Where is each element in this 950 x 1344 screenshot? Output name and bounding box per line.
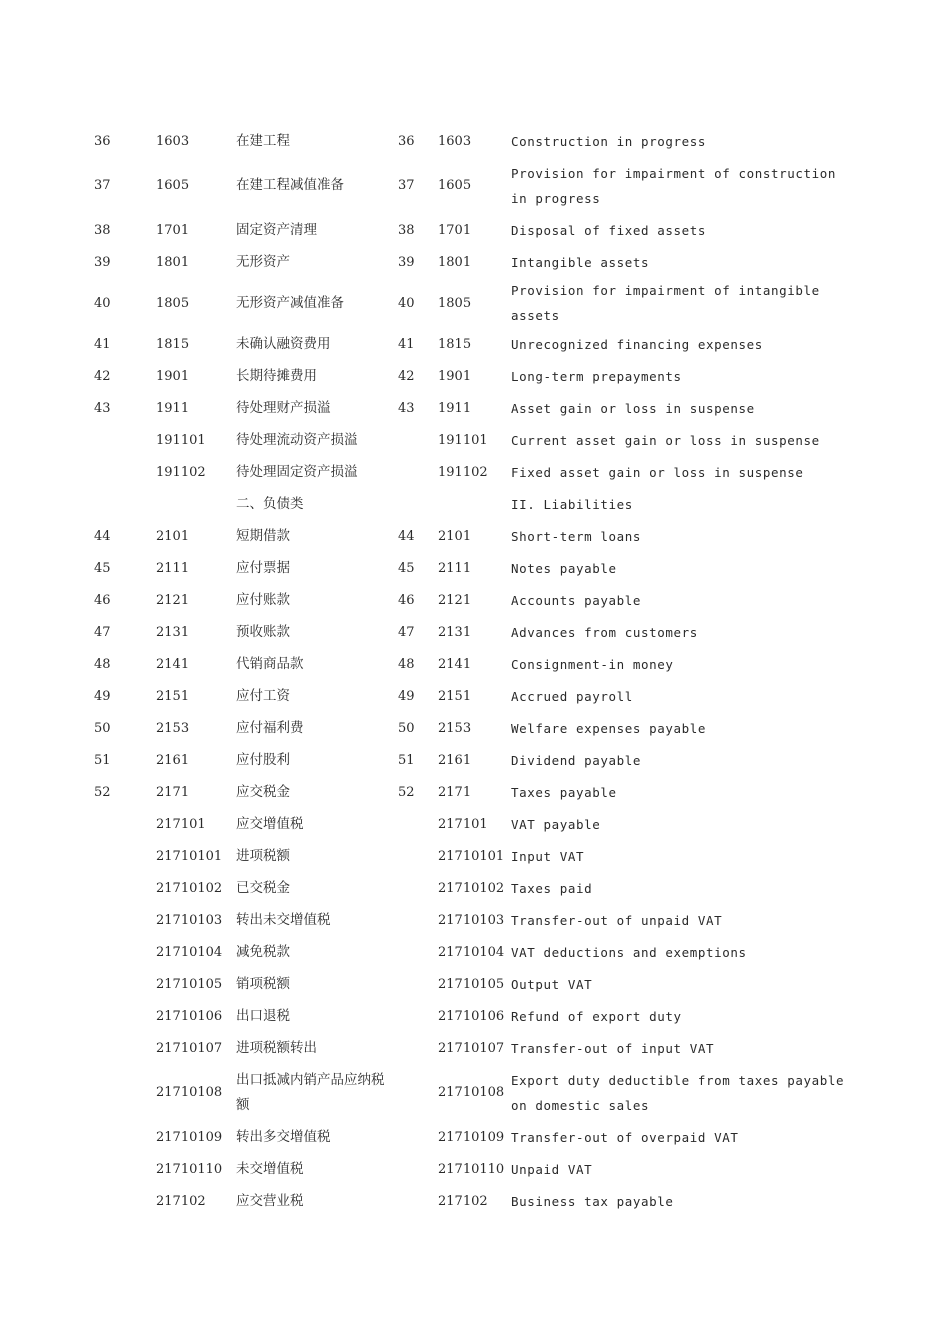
row-number-cn xyxy=(94,1032,156,1064)
row-number-en xyxy=(398,1032,438,1064)
account-name-en: Taxes payable xyxy=(511,784,617,800)
row-number-cn xyxy=(94,488,156,520)
account-name-en: Accrued payroll xyxy=(511,688,633,704)
account-name-cn: 转出多交增值税 xyxy=(236,1128,331,1145)
account-name-en: II. Liabilities xyxy=(511,496,633,512)
table-row xyxy=(94,424,854,456)
account-code-en: 191102 xyxy=(438,464,488,480)
account-code-cn: 21710106 xyxy=(156,1008,223,1024)
account-code-en: 1603 xyxy=(438,133,472,149)
account-name-en: Business tax payable xyxy=(511,1193,674,1209)
account-code-cn: 1701 xyxy=(156,222,190,238)
table-row xyxy=(94,328,854,360)
row-number-cn: 41 xyxy=(94,336,111,352)
account-code-en: 2161 xyxy=(438,752,472,768)
table-row xyxy=(94,1153,854,1185)
account-code-cn: 21710102 xyxy=(156,880,223,896)
account-name-cn: 未确认融资费用 xyxy=(236,335,331,352)
account-name-en: Asset gain or loss in suspense xyxy=(511,400,755,416)
account-name-cn: 转出未交增值税 xyxy=(236,911,331,928)
account-name-en: Transfer-out of input VAT xyxy=(511,1040,715,1056)
table-row xyxy=(94,488,854,520)
account-name-en: Provision for impairment of intangible assets xyxy=(511,283,820,323)
row-number-cn: 40 xyxy=(94,295,111,311)
table-row xyxy=(94,1121,854,1153)
row-number-cn xyxy=(94,872,156,904)
table-row xyxy=(94,648,854,680)
account-code-cn: 217102 xyxy=(156,1193,206,1209)
row-number-en: 45 xyxy=(398,560,415,576)
row-number-cn xyxy=(94,1000,156,1032)
account-code-cn: 1815 xyxy=(156,336,190,352)
account-name-cn: 应付福利费 xyxy=(236,719,304,736)
account-code-cn: 1805 xyxy=(156,295,190,311)
account-name-cn: 在建工程 xyxy=(236,132,290,149)
account-name-cn: 出口抵减内销产品应纳税额 xyxy=(236,1071,385,1113)
account-code-en: 2101 xyxy=(438,528,472,544)
account-name-en: Unrecognized financing expenses xyxy=(511,336,763,352)
account-code-en: 191101 xyxy=(438,432,488,448)
account-name-en: Notes payable xyxy=(511,560,617,576)
table-row xyxy=(94,776,854,808)
row-number-cn: 36 xyxy=(94,133,111,149)
table-row xyxy=(94,278,854,328)
account-name-en: Input VAT xyxy=(511,848,585,864)
account-code-cn: 2111 xyxy=(156,560,190,576)
row-number-cn: 45 xyxy=(94,560,111,576)
row-number-cn: 47 xyxy=(94,624,111,640)
row-number-en: 46 xyxy=(398,592,415,608)
account-code-cn: 2141 xyxy=(156,656,190,672)
account-name-cn: 无形资产减值准备 xyxy=(236,294,344,311)
row-number-en xyxy=(398,968,438,1000)
account-name-en: Short-term loans xyxy=(511,528,642,544)
row-number-en xyxy=(398,1064,438,1121)
account-code-cn: 2153 xyxy=(156,720,190,736)
row-number-cn xyxy=(94,936,156,968)
row-number-en xyxy=(398,456,438,488)
account-name-cn: 减免税款 xyxy=(236,943,290,960)
row-number-cn: 39 xyxy=(94,254,111,270)
account-name-cn: 待处理财产损溢 xyxy=(236,399,331,416)
table-row xyxy=(94,904,854,936)
row-number-cn xyxy=(94,1121,156,1153)
account-code-en: 1801 xyxy=(438,254,472,270)
account-name-cn: 进项税额转出 xyxy=(236,1039,317,1056)
account-code-en: 1815 xyxy=(438,336,472,352)
account-code-cn: 21710103 xyxy=(156,912,223,928)
account-code-en: 21710106 xyxy=(438,1008,505,1024)
table-row xyxy=(94,1064,854,1121)
table-row xyxy=(94,157,854,214)
table-row xyxy=(94,1032,854,1064)
account-code-en: 2141 xyxy=(438,656,472,672)
table-row xyxy=(94,744,854,776)
account-code-cn: 1911 xyxy=(156,400,190,416)
account-code-cn: 1901 xyxy=(156,368,190,384)
table-row xyxy=(94,936,854,968)
account-code-en: 21710105 xyxy=(438,976,505,992)
row-number-cn: 43 xyxy=(94,400,111,416)
account-code-en: 1911 xyxy=(438,400,472,416)
row-number-en: 52 xyxy=(398,784,415,800)
account-name-cn: 长期待摊费用 xyxy=(236,367,317,384)
account-name-en: Consignment-in money xyxy=(511,656,674,672)
account-code-cn: 2121 xyxy=(156,592,190,608)
account-code-cn: 1801 xyxy=(156,254,190,270)
row-number-cn: 46 xyxy=(94,592,111,608)
table-row xyxy=(94,840,854,872)
account-code-cn: 21710101 xyxy=(156,848,223,864)
row-number-en: 51 xyxy=(398,752,415,768)
row-number-en xyxy=(398,808,438,840)
row-number-cn: 50 xyxy=(94,720,111,736)
account-name-cn: 应交营业税 xyxy=(236,1192,304,1209)
row-number-cn xyxy=(94,808,156,840)
row-number-en: 39 xyxy=(398,254,415,270)
row-number-en: 38 xyxy=(398,222,415,238)
account-code-en: 2171 xyxy=(438,784,472,800)
row-number-en xyxy=(398,1153,438,1185)
account-name-cn: 进项税额 xyxy=(236,847,290,864)
account-code-en: 217101 xyxy=(438,816,488,832)
account-code-en: 1805 xyxy=(438,295,472,311)
row-number-en: 47 xyxy=(398,624,415,640)
account-code-cn xyxy=(156,488,236,520)
row-number-cn xyxy=(94,1064,156,1121)
account-name-cn: 短期借款 xyxy=(236,527,290,544)
row-number-cn: 38 xyxy=(94,222,111,238)
table-row xyxy=(94,1185,854,1217)
account-code-cn: 21710104 xyxy=(156,944,223,960)
account-code-cn: 2131 xyxy=(156,624,190,640)
row-number-en xyxy=(398,1121,438,1153)
row-number-en xyxy=(398,840,438,872)
row-number-en xyxy=(398,936,438,968)
row-number-cn xyxy=(94,968,156,1000)
account-code-cn: 2101 xyxy=(156,528,190,544)
account-name-en: Current asset gain or loss in suspense xyxy=(511,432,820,448)
account-name-cn: 代销商品款 xyxy=(236,655,304,672)
row-number-cn xyxy=(94,840,156,872)
account-name-en: Disposal of fixed assets xyxy=(511,222,707,238)
row-number-en xyxy=(398,488,438,520)
row-number-en xyxy=(398,904,438,936)
row-number-cn xyxy=(94,1153,156,1185)
row-number-cn xyxy=(94,904,156,936)
account-name-en: Output VAT xyxy=(511,976,593,992)
row-number-en: 49 xyxy=(398,688,415,704)
account-code-en: 2111 xyxy=(438,560,472,576)
account-name-cn: 预收账款 xyxy=(236,623,290,640)
account-name-cn: 应交税金 xyxy=(236,783,290,800)
account-name-cn: 待处理流动资产损溢 xyxy=(236,431,358,448)
row-number-cn: 42 xyxy=(94,368,111,384)
row-number-en xyxy=(398,1185,438,1217)
account-code-cn: 2151 xyxy=(156,688,190,704)
account-name-cn: 出口退税 xyxy=(236,1007,290,1024)
row-number-en: 36 xyxy=(398,133,415,149)
account-name-en: Transfer-out of overpaid VAT xyxy=(511,1129,739,1145)
row-number-en: 40 xyxy=(398,295,415,311)
account-code-en: 1701 xyxy=(438,222,472,238)
account-code-en: 2121 xyxy=(438,592,472,608)
account-name-cn: 销项税额 xyxy=(236,975,290,992)
row-number-cn: 37 xyxy=(94,178,111,193)
row-number-en: 41 xyxy=(398,336,415,352)
account-code-en: 21710107 xyxy=(438,1040,505,1056)
account-name-cn: 固定资产清理 xyxy=(236,221,317,238)
account-name-cn: 在建工程减值准备 xyxy=(236,177,344,193)
account-name-en: Export duty deductible from taxes payable on domestic sales xyxy=(511,1072,845,1113)
account-name-en: Refund of export duty xyxy=(511,1008,682,1024)
account-code-cn: 217101 xyxy=(156,816,206,832)
table-row xyxy=(94,456,854,488)
account-code-cn: 2171 xyxy=(156,784,190,800)
account-code-en: 2131 xyxy=(438,624,472,640)
account-code-en: 217102 xyxy=(438,1193,488,1209)
account-code-en: 21710101 xyxy=(438,848,505,864)
table-row xyxy=(94,872,854,904)
account-name-en: VAT payable xyxy=(511,816,601,832)
account-code-en: 21710110 xyxy=(438,1161,505,1177)
account-name-cn: 无形资产 xyxy=(236,253,290,270)
table-row xyxy=(94,125,854,157)
account-code-table xyxy=(94,125,854,1217)
row-number-cn xyxy=(94,1185,156,1217)
account-name-en: Advances from customers xyxy=(511,624,698,640)
table-row xyxy=(94,584,854,616)
table-row xyxy=(94,968,854,1000)
account-name-en: Transfer-out of unpaid VAT xyxy=(511,912,723,928)
row-number-en: 42 xyxy=(398,368,415,384)
table-row xyxy=(94,360,854,392)
account-name-cn: 应付工资 xyxy=(236,687,290,704)
account-code-cn: 21710108 xyxy=(156,1085,223,1100)
account-code-cn: 21710105 xyxy=(156,976,223,992)
table-row xyxy=(94,392,854,424)
account-name-cn: 未交增值税 xyxy=(236,1160,304,1177)
account-name-cn: 应付票据 xyxy=(236,559,290,576)
account-code-cn: 191101 xyxy=(156,432,206,448)
account-name-en: Intangible assets xyxy=(511,254,650,270)
table-row xyxy=(94,616,854,648)
row-number-cn: 48 xyxy=(94,656,111,672)
account-code-en xyxy=(438,488,511,520)
account-code-cn: 21710109 xyxy=(156,1129,223,1145)
account-code-table-page xyxy=(94,125,854,1217)
account-name-en: Dividend payable xyxy=(511,752,642,768)
row-number-en xyxy=(398,1000,438,1032)
account-code-en: 2153 xyxy=(438,720,472,736)
row-number-en: 43 xyxy=(398,400,415,416)
row-number-en: 50 xyxy=(398,720,415,736)
account-code-cn: 1605 xyxy=(156,178,190,193)
account-code-cn: 1603 xyxy=(156,133,190,149)
account-code-en: 21710109 xyxy=(438,1129,505,1145)
account-name-cn: 二、负债类 xyxy=(236,495,304,512)
account-name-cn: 应交增值税 xyxy=(236,815,304,832)
account-code-en: 1901 xyxy=(438,368,472,384)
table-row xyxy=(94,214,854,246)
row-number-cn xyxy=(94,456,156,488)
account-code-cn: 191102 xyxy=(156,464,206,480)
account-name-en: Taxes paid xyxy=(511,880,593,896)
table-row xyxy=(94,1000,854,1032)
account-name-en: Welfare expenses payable xyxy=(511,720,707,736)
account-rows xyxy=(94,125,854,1217)
account-code-en: 21710103 xyxy=(438,912,505,928)
table-row xyxy=(94,552,854,584)
row-number-en xyxy=(398,424,438,456)
account-name-en: Provision for impairment of construction in progress xyxy=(511,165,837,206)
account-name-cn: 待处理固定资产损溢 xyxy=(236,463,358,480)
account-code-en: 21710102 xyxy=(438,880,505,896)
account-name-cn: 应付账款 xyxy=(236,591,290,608)
row-number-en: 44 xyxy=(398,528,415,544)
row-number-en: 48 xyxy=(398,656,415,672)
account-name-en: Unpaid VAT xyxy=(511,1161,593,1177)
row-number-cn: 51 xyxy=(94,752,111,768)
table-row xyxy=(94,712,854,744)
table-row xyxy=(94,246,854,278)
account-code-cn: 21710107 xyxy=(156,1040,223,1056)
row-number-cn xyxy=(94,424,156,456)
account-code-en: 21710104 xyxy=(438,944,505,960)
table-row xyxy=(94,808,854,840)
account-name-en: Construction in progress xyxy=(511,133,707,149)
account-name-en: Fixed asset gain or loss in suspense xyxy=(511,464,804,480)
account-name-en: Long-term prepayments xyxy=(511,368,682,384)
account-code-en: 21710108 xyxy=(438,1085,505,1100)
row-number-en: 37 xyxy=(398,178,415,193)
account-code-en: 1605 xyxy=(438,178,472,193)
account-name-en: Accounts payable xyxy=(511,592,642,608)
account-name-en: VAT deductions and exemptions xyxy=(511,944,747,960)
row-number-cn: 49 xyxy=(94,688,111,704)
row-number-cn: 44 xyxy=(94,528,111,544)
table-row xyxy=(94,520,854,552)
row-number-en xyxy=(398,872,438,904)
account-code-en: 2151 xyxy=(438,688,472,704)
account-name-cn: 应付股利 xyxy=(236,751,290,768)
table-row xyxy=(94,680,854,712)
account-code-cn: 21710110 xyxy=(156,1161,223,1177)
account-name-cn: 已交税金 xyxy=(236,879,290,896)
row-number-cn: 52 xyxy=(94,784,111,800)
account-code-cn: 2161 xyxy=(156,752,190,768)
